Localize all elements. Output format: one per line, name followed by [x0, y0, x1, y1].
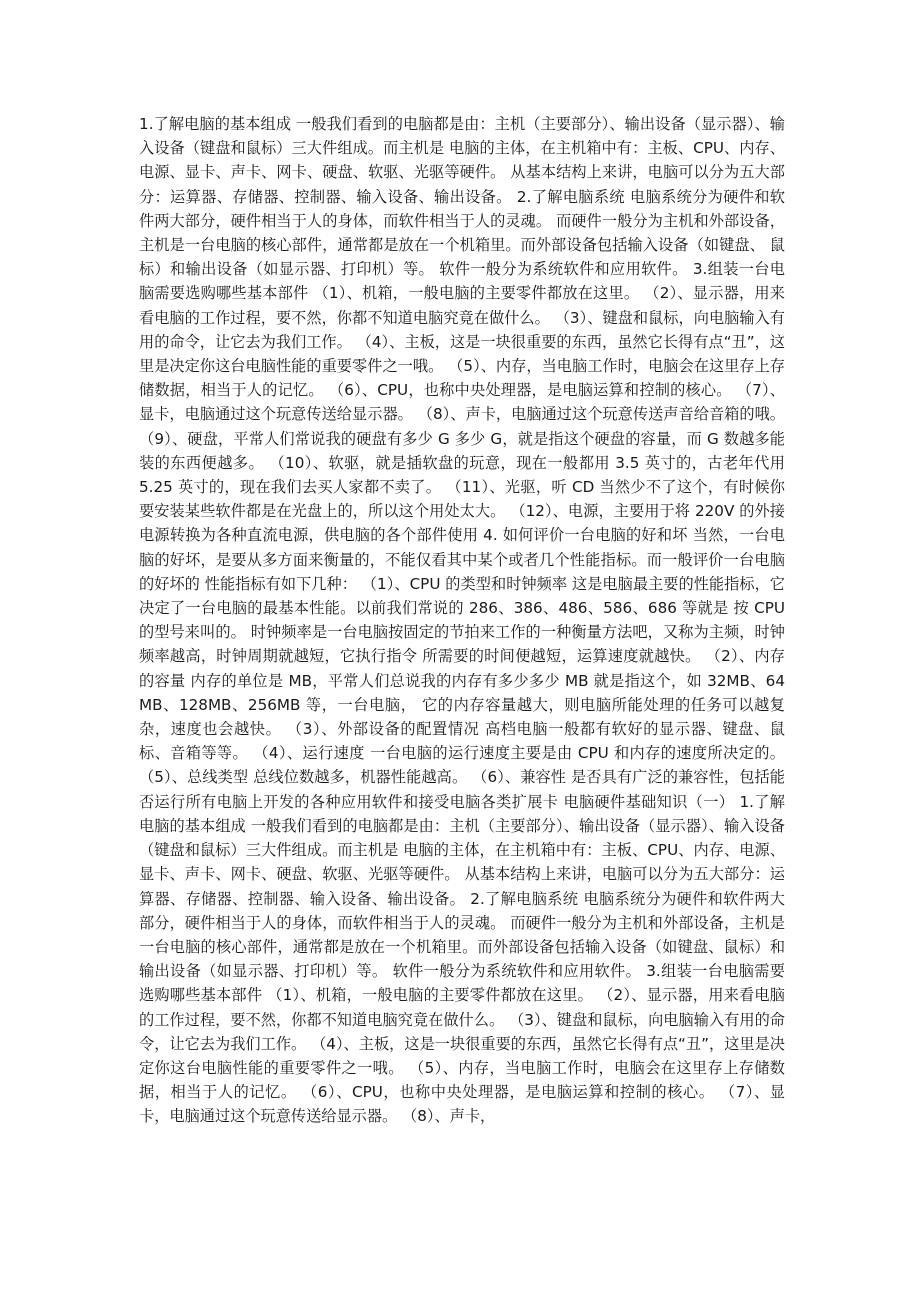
body-paragraph: 1.了解电脑的基本组成 一般我们看到的电脑都是由：主机（主要部分）、输出设备（显示器）、输入设备（键盘和鼠标）三大件组成。而主机是 电脑的主体，在主机箱中有：主板、CPU、内存、电源、显卡、声卡、网卡、硬盘、软驱、光驱等硬件。 从基本结构上来讲，电脑可以分为五大部分：运算器、存储器、控制器、输入设备、输出设备。 2.了解电脑系统 电脑系统分为硬件和软件两大部分，硬件相当于人的身体，而软件相当于人的灵魂。 而硬件一般分为主机和外部设备，主机是一台电脑的核心部件，通常都是放在一个机箱里。而外部设备包括输入设备（如键盘、 鼠标）和输出设备（如显示器、打印机）等。 软件一般分为系统软件和应用软件。 3.组装一台电脑需要选购哪些基本部件 （1）、机箱，一般电脑的主要零件都放在这里。 （2）、显示器，用来看电脑的工作过程，要不然，你都不知道电脑究竟在做什么。 （3）、键盘和鼠标，向电脑输入有用的命令，让它去为我们工作。 （4）、主板，这是一块很重要的东西，虽然它长得有点“丑”，这里是决定你这台电脑性能的重要零件之一哦。 （5）、内存，当电脑工作时，电脑会在这里存上存储数据，相当于人的记忆。 （6）、CPU，也称中央处理器，是电脑运算和控制的核心。 （7）、显卡，电脑通过这个玩意传送给显示器。 （8）、声卡，电脑通过这个玩意传送声音给音箱的哦。 （9）、硬盘，平常人们常说我的硬盘有多少 G 多少 G，就是指这个硬盘的容量，而 G 数越多能装的东西便越多。 （10）、软驱，就是插软盘的玩意，现在一般都用 3.5 英寸的，古老年代用 5.25 英寸的，现在我们去买人家都不卖了。 （11）、光驱，听 CD 当然少不了这个，有时候你要安装某些软件都是在光盘上的，所以这个用处太大。 （12）、电源，主要用于将 220V 的外接电源转换为各种直流电源，供电脑的各个部件使用 4. 如何评价一台电脑的好和坏 当然，一台电脑的好坏，是要从多方面来衡量的，不能仅看其中某个或者几个性能指标。而一般评价一台电脑的好坏的 性能指标有如下几种： （1）、CPU 的类型和时钟频率 这是电脑最主要的性能指标，它决定了一台电脑的最基本性能。以前我们常说的 286、386、486、586、686 等就是 按 CPU 的型号来叫的。 时钟频率是一台电脑按固定的节拍来工作的一种衡量方法吧，又称为主频，时钟频率越高，时钟周期就越短，它执行指令 所需要的时间便越短，运算速度就越快。 （2）、内存的容量 内存的单位是 MB，平常人们总说我的内存有多少多少 MB 就是指这个，如 32MB、64MB、128MB、256MB 等，一台电脑， 它的内存容量越大，则电脑所能处理的任务可以越复杂，速度也会越快。 （3）、外部设备的配置情况 高档电脑一般都有软好的显示器、键盘、鼠标、音箱等等。 （4）、运行速度 一台电脑的运行速度主要是由 CPU 和内存的速度所决定的。 （5）、总线类型 总线位数越多，机器性能越高。 （6）、兼容性 是否具有广泛的兼容性，包括能否运行所有电脑上开发的各种应用软件和接受电脑各类扩展卡 电脑硬件基础知识（一） 1.了解电脑的基本组成 一般我们看到的电脑都是由：主机（主要部分）、输出设备（显示器）、输入设备（键盘和鼠标）三大件组成。而主机是 电脑的主体，在主机箱中有：主板、CPU、内存、电源、显卡、声卡、网卡、硬盘、软驱、光驱等硬件。 从基本结构上来讲，电脑可以分为五大部分：运算器、存储器、控制器、输入设备、输出设备。 2.了解电脑系统 电脑系统分为硬件和软件两大部分，硬件相当于人的身体，而软件相当于人的灵魂。 而硬件一般分为主机和外部设备，主机是一台电脑的核心部件，通常都是放在一个机箱里。而外部设备包括输入设备（如键盘、鼠标）和输出设备（如显示器、打印机）等。 软件一般分为系统软件和应用软件。 3.组装一台电脑需要选购哪些基本部件 （1）、机箱，一般电脑的主要零件都放在这里。 （2）、显示器，用来看电脑的工作过程，要不然，你都不知道电脑究竟在做什么。 （3）、键盘和鼠标，向电脑输入有用的命令，让它去为我们工作。 （4）、主板，这是一块很重要的东西，虽然它长得有点“丑”，这里是决定你这台电脑性能的重要零件之一哦。 （5）、内存，当电脑工作时，电脑会在这里存上存储数据，相当于人的记忆。 （6）、CPU，也称中央处理器，是电脑运算和控制的核心。 （7）、显卡，电脑通过这个玩意传送给显示器。 （8）、声卡，	[139, 115, 785, 1126]
